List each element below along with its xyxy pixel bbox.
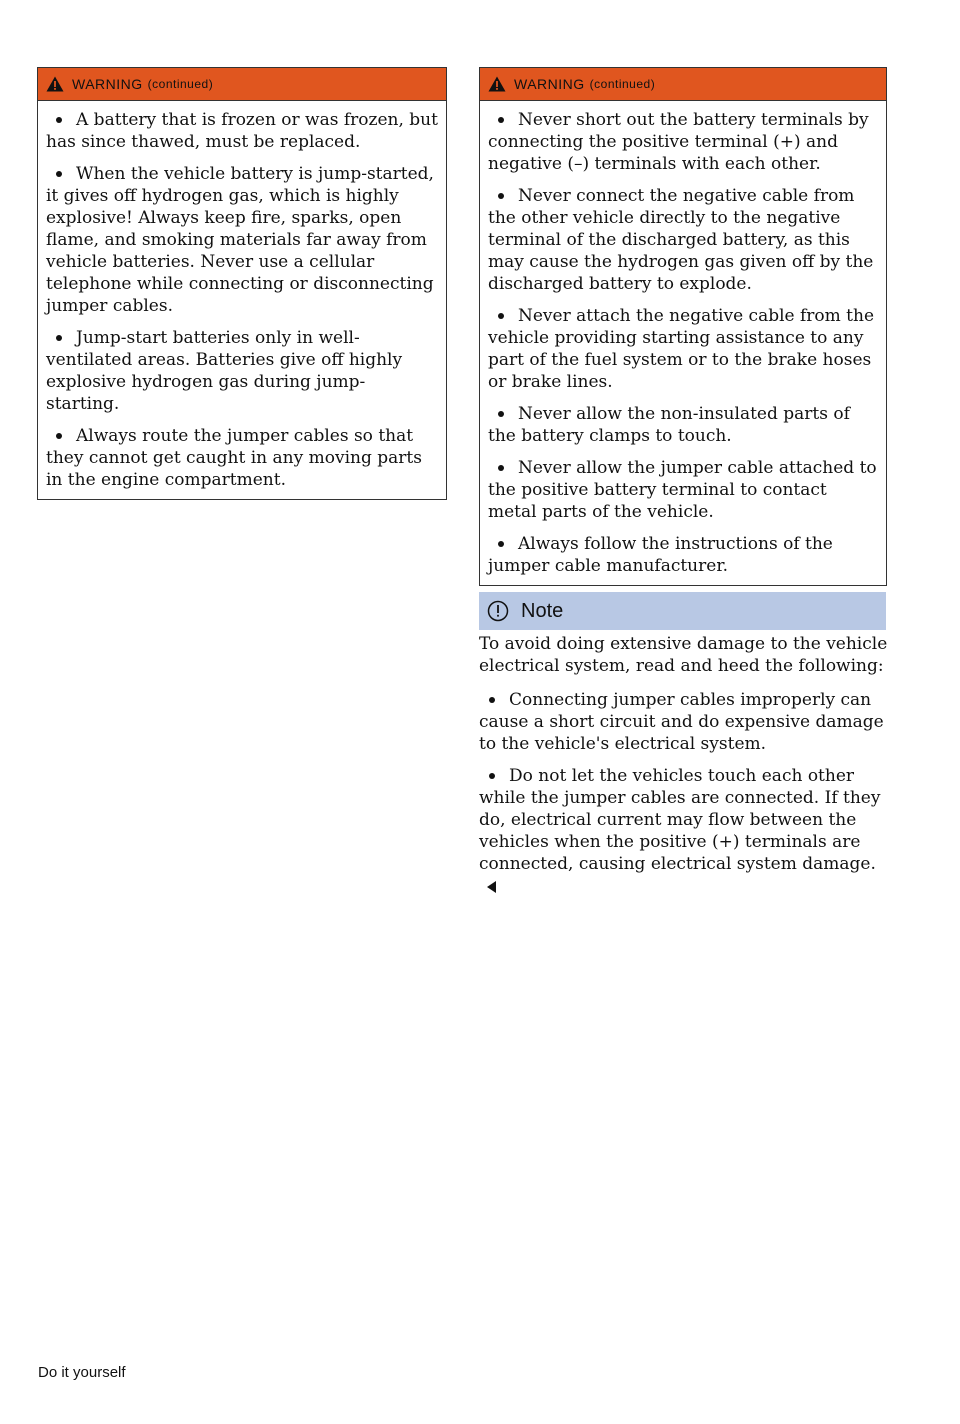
end-of-section-icon: [487, 881, 496, 893]
warning-title: WARNING: [514, 76, 585, 92]
warning-title: WARNING: [72, 76, 143, 92]
warning-triangle-icon: [488, 76, 506, 92]
list-item: Always route the jumper cables so that they cannot get caught in any moving parts in the engine compartment.: [46, 426, 422, 490]
warning-header: [38, 68, 446, 101]
warning-header: [480, 68, 886, 101]
warning-continued: (continued): [147, 77, 214, 91]
info-circle-icon: [487, 600, 509, 622]
list-item: Connecting jumper cables improperly can cause a short circuit and do expensive damage to the vehicle's electrical system.: [479, 690, 884, 754]
section-footer: Do it yourself: [38, 1364, 126, 1381]
list-item: Never allow the jumper cable attached to the positive battery terminal to contact metal parts of the vehicle.: [488, 458, 877, 522]
note-header: [479, 592, 886, 630]
warning-box-left: [37, 67, 447, 500]
warning-continued: (continued): [589, 77, 656, 91]
list-item: Never connect the negative cable from the other vehicle directly to the negative terminal of the discharged battery, as this may cause the hydrogen gas given off by the discharged battery to explode.: [488, 186, 874, 294]
note-intro: To avoid doing extensive damage to the vehicle electrical system, read and heed the following:: [479, 634, 888, 676]
list-item: Never allow the non-insulated parts of the battery clamps to touch.: [488, 404, 850, 446]
warning-box-right: [479, 67, 887, 586]
list-item: Always follow the instructions of the jumper cable manufacturer.: [488, 534, 833, 576]
note-title: Note: [521, 599, 564, 622]
list-item: Never attach the negative cable from the vehicle providing starting assistance to any part of the fuel system or to the brake hoses or brake lines.: [488, 306, 875, 392]
list-item: When the vehicle battery is jump-started, it gives off hydrogen gas, which is highly explosive! Always keep fire, sparks, open flame, and smoking materials far away from vehicle batteries. Never use a cellular telephone while connecting or disconnecting jumper cables.: [46, 164, 434, 316]
list-item: Do not let the vehicles touch each other while the jumper cables are connected. If they do, electrical current may flow between the vehicles when the positive (+) terminals are connected, causing electrical system damage.: [479, 765, 889, 897]
list-item: A battery that is frozen or was frozen, but has since thawed, must be replaced.: [46, 110, 438, 152]
list-item: Jump-start batteries only in well-ventilated areas. Batteries give off highly explosive hydrogen gas during jump-starting.: [46, 328, 403, 414]
note-body: [479, 633, 889, 897]
list-item: Never short out the battery terminals by connecting the positive terminal (+) and negative (–) terminals with each other.: [488, 110, 869, 174]
warning-triangle-icon: [46, 76, 64, 92]
